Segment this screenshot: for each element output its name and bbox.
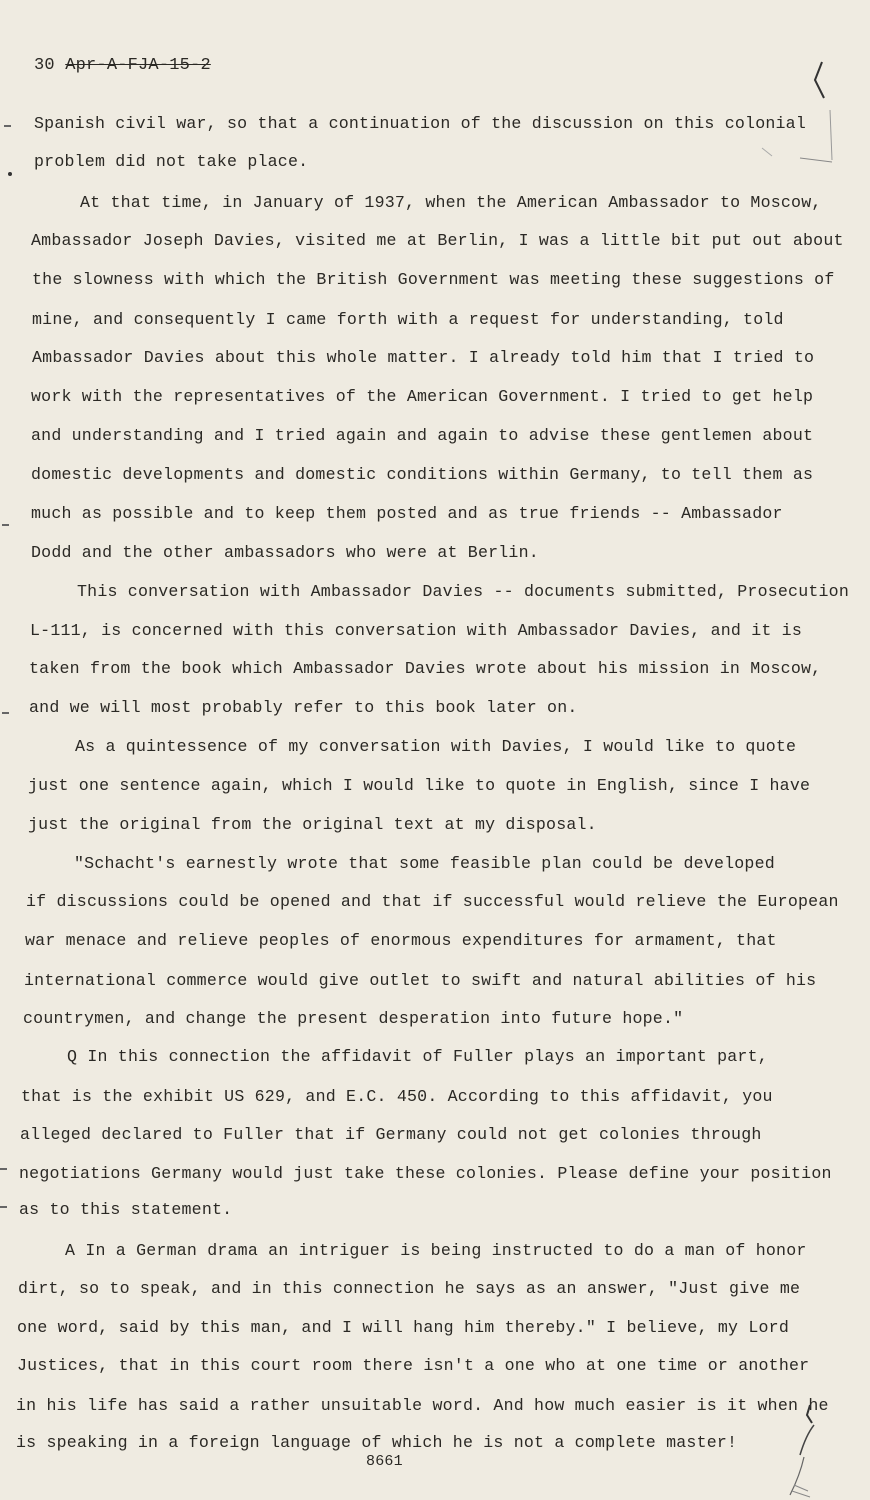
question-line: alleged declared to Fuller that if Germany could not get colonies through (20, 1125, 762, 1144)
body-line: just the original from the original text at my disposal. (28, 815, 597, 834)
body-line: problem did not take place. (34, 152, 309, 171)
quote-line: international commerce would give outlet to swift and natural abilities of his (24, 971, 817, 990)
answer-line: A In a German drama an intriguer is being instructed to do a man of honor (65, 1241, 807, 1260)
body-line: domestic developments and domestic conditions within Germany, to tell them as (31, 465, 814, 484)
margin-mark (2, 524, 9, 526)
body-line: the slowness with which the British Government was meeting these suggestions of (32, 270, 835, 289)
body-line: This conversation with Ambassador Davies -- documents submitted, Prosecution (77, 582, 849, 601)
question-line: that is the exhibit US 629, and E.C. 450. According to this affidavit, you (21, 1087, 773, 1106)
body-line: much as possible and to keep them posted and as true friends -- Ambassador (31, 504, 783, 523)
page-number: 8661 (366, 1453, 403, 1470)
struck-reference: Apr-A-FJA-15-2 (65, 56, 211, 75)
page-reference: 30 (34, 56, 55, 75)
body-line: mine, and consequently I came forth with a request for understanding, told (32, 310, 784, 329)
body-line: work with the representatives of the American Government. I tried to get help (31, 387, 814, 406)
answer-line: one word, said by this man, and I will hang him thereby." I believe, my Lord (17, 1318, 789, 1337)
margin-mark (0, 1206, 7, 1208)
body-line: Dodd and the other ambassadors who were at Berlin. (31, 543, 539, 562)
bottom-right-pencil-mark (780, 1395, 850, 1500)
body-line: Ambassador Davies about this whole matter. I already told him that I tried to (32, 348, 815, 367)
body-line: and we will most probably refer to this book later on. (29, 698, 578, 717)
question-line: Q In this connection the affidavit of Fuller plays an important part, (67, 1047, 768, 1066)
margin-mark (0, 1168, 7, 1170)
body-line: just one sentence again, which I would like to quote in English, since I have (28, 776, 811, 795)
right-margin-pencil-mark (760, 40, 860, 180)
body-line: Spanish civil war, so that a continuation of the discussion on this colonial (34, 114, 806, 133)
margin-mark (2, 712, 9, 714)
question-line: negotiations Germany would just take these colonies. Please define your position (19, 1164, 832, 1183)
quote-line: if discussions could be opened and that if successful would relieve the European (26, 892, 839, 911)
page-header (34, 56, 211, 75)
answer-line: Justices, that in this court room there isn't a one who at one time or another (17, 1356, 810, 1375)
question-line: as to this statement. (19, 1200, 233, 1219)
body-line: Ambassador Joseph Davies, visited me at Berlin, I was a little bit put out about (31, 231, 844, 250)
answer-line: in his life has said a rather unsuitable word. And how much easier is it when he (16, 1396, 829, 1415)
answer-line: is speaking in a foreign language of which he is not a complete master! (16, 1433, 738, 1452)
body-line: At that time, in January of 1937, when the American Ambassador to Moscow, (80, 193, 822, 212)
margin-mark (4, 125, 11, 127)
body-line: L-111, is concerned with this conversation with Ambassador Davies, and it is (30, 621, 802, 640)
quote-line: war menace and relieve peoples of enormous expenditures for armament, that (25, 931, 777, 950)
body-line: taken from the book which Ambassador Davies wrote about his mission in Moscow, (29, 659, 822, 678)
body-line: and understanding and I tried again and again to advise these gentlemen about (31, 426, 814, 445)
body-line: As a quintessence of my conversation with Davies, I would like to quote (75, 737, 797, 756)
quote-line: countrymen, and change the present desperation into future hope." (23, 1009, 684, 1028)
answer-line: dirt, so to speak, and in this connection he says as an answer, "Just give me (18, 1279, 801, 1298)
quote-line: "Schacht's earnestly wrote that some feasible plan could be developed (74, 854, 775, 873)
margin-dot (8, 172, 12, 176)
